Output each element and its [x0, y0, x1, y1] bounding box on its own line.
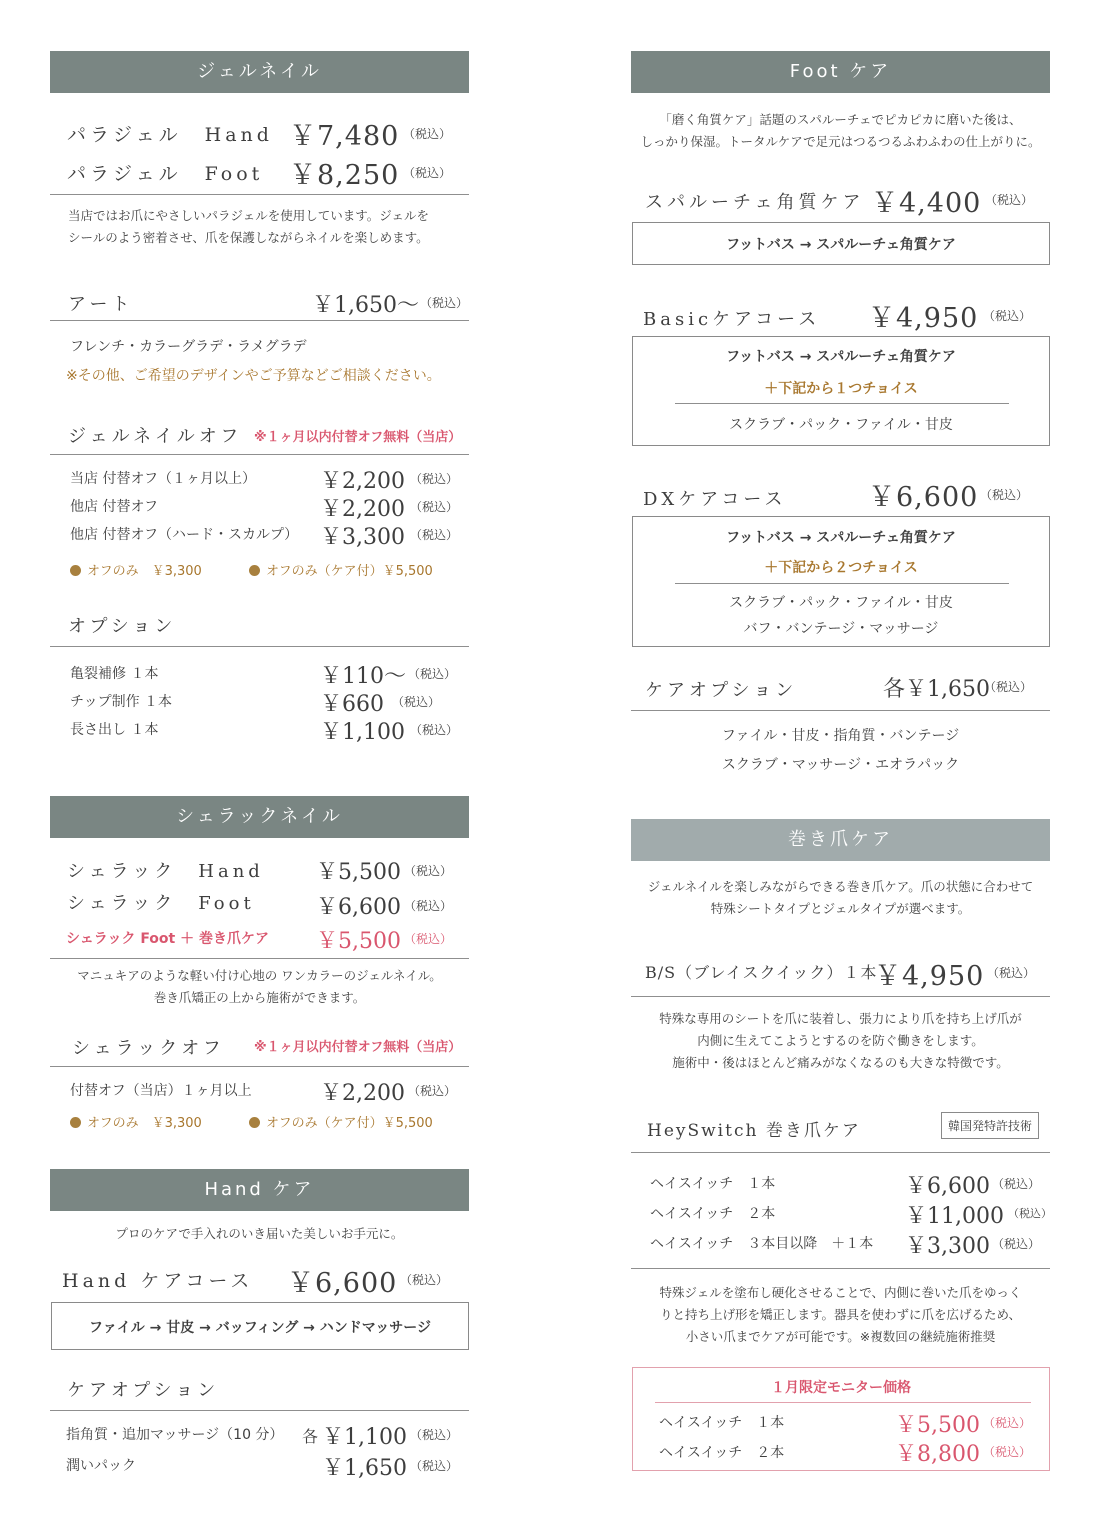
gel-off-row-3-price: ￥3,300: [320, 525, 405, 550]
monitor-divider: [655, 1402, 1031, 1403]
basic-details-box: [632, 336, 1050, 446]
hand-care-header: [50, 1169, 469, 1211]
hand-option-row-1-price: ￥1,100: [322, 1425, 407, 1450]
shellac-off-row-price: ￥2,200: [320, 1081, 405, 1106]
foot-care-title: Foot ケア: [789, 61, 892, 82]
art-label: アート: [68, 294, 134, 315]
shellac-off-row-label: 付替オフ（当店）１ヶ月以上: [70, 1083, 252, 1099]
gel-desc-line2: シールのよう密着させ、爪を保護しながらネイルを楽しめます。: [68, 230, 429, 245]
gel-desc-line1: 当店ではお爪にやさしいパラジェルを使用しています。ジェルを: [68, 208, 430, 223]
heyswitch-desc-line2: りと持ち上げ形を矯正します。器具を使わずに爪を広げるため、: [659, 1307, 1021, 1322]
divider: [50, 958, 469, 959]
shellac-hand-label: シェラック Hand: [67, 861, 264, 882]
shellac-off-only-text: オフのみ ￥3,300: [87, 1116, 202, 1131]
hand-course-tax: （税込）: [400, 1273, 449, 1287]
gel-off-row-2-tax: （税込）: [410, 500, 459, 514]
spa-tax: （税込）: [985, 193, 1034, 207]
heyswitch-label: HeySwitch 巻き爪ケア: [647, 1121, 861, 1141]
monitor-row-1-price: ￥5,500: [895, 1413, 980, 1438]
dx-tax: （税込）: [980, 488, 1029, 502]
divider: [50, 320, 469, 321]
bs-label: B/S（ブレイスクイック）１本: [645, 963, 878, 982]
heyswitch-desc-line1: 特殊ジェルを塗布し硬化させることで、内側に巻いた爪をゆっく: [659, 1285, 1022, 1300]
gel-off-only-care-text: オフのみ（ケア付）￥5,500: [266, 564, 433, 579]
gel-hand-price: ￥7,480: [289, 121, 400, 152]
shellac-foot-label: シェラック Foot: [67, 893, 255, 914]
option-row-3-label: 長さ出し １本: [70, 722, 159, 738]
hand-option-row-1-prefix: 各: [302, 1427, 319, 1446]
dx-steps: フットバス → スパルーチェ角質ケア: [726, 530, 956, 546]
bs-desc-line3: 施術中・後はほとんど痛みがなくなるのも大きな特徴です。: [672, 1055, 1009, 1070]
basic-tax: （税込）: [983, 309, 1032, 323]
gel-off-only: [70, 560, 202, 579]
monitor-row-1-tax: （税込）: [983, 1416, 1032, 1430]
dx-options-line1: スクラブ・パック・ファイル・甘皮: [729, 595, 953, 611]
shellac-foot-price: ￥6,600: [316, 895, 401, 920]
ingrown-care-title: 巻き爪ケア: [788, 829, 893, 850]
option-row-1-tax: （税込）: [408, 667, 457, 681]
bullet-dot-icon: [70, 1117, 81, 1128]
basic-choice: ＋下記から１つチョイス: [764, 381, 918, 397]
dx-choice: ＋下記から２つチョイス: [764, 560, 918, 576]
shellac-special-label: シェラック Foot ＋ 巻き爪ケア: [66, 931, 269, 947]
shellac-special-tax: （税込）: [404, 932, 453, 946]
gel-off-row-3-label: 他店 付替オフ（ハード・スカルプ）: [70, 527, 299, 543]
gel-off-only-care: [249, 560, 433, 579]
monitor-row-1-label: ヘイスイッチ １本: [659, 1415, 785, 1431]
dx-price: ￥6,600: [868, 482, 979, 513]
bs-price: ￥4,950: [874, 961, 985, 992]
divider: [50, 1066, 469, 1067]
hand-course-steps: ファイル → 甘皮 → バッフィング → ハンドマッサージ: [89, 1320, 431, 1336]
heyswitch-row-3-label: ヘイスイッチ ３本目以降 ＋１本: [650, 1236, 874, 1252]
option-row-3-price: ￥1,100: [320, 720, 405, 745]
gel-off-row-2-price: ￥2,200: [320, 497, 405, 522]
shellac-off-only-care-text: オフのみ（ケア付）￥5,500: [266, 1116, 433, 1131]
divider: [50, 1410, 469, 1411]
monitor-price-box: [632, 1367, 1050, 1471]
shellac-special-price: ￥5,500: [316, 929, 401, 954]
dx-options-line2: バフ・バンテージ・マッサージ: [743, 621, 939, 637]
monitor-row-2-price: ￥8,800: [895, 1442, 980, 1467]
hand-care-intro: プロのケアで手入れのいき届いた美しいお手元に。: [115, 1226, 404, 1241]
heyswitch-row-1-tax: （税込）: [992, 1177, 1041, 1191]
gel-off-row-2-label: 他店 付替オフ: [70, 499, 159, 515]
gel-nail-header: [50, 51, 469, 93]
ingrown-intro-line2: 特殊シートタイプとジェルタイプが選べます。: [710, 901, 971, 916]
bs-desc-line1: 特殊な専用のシートを爪に装着し、張力により爪を持ち上げ爪が: [659, 1011, 1022, 1026]
shellac-desc-line2: 巻き爪矯正の上から施術ができます。: [153, 990, 366, 1005]
heyswitch-row-2-tax: （税込）: [1008, 1207, 1052, 1220]
foot-intro-line2: しっかり保湿。トータルケアで足元はつるつるふわふわの仕上がりに。: [640, 134, 1041, 149]
ingrown-intro-line1: ジェルネイルを楽しみながらできる巻き爪ケア。爪の状態に合わせて: [647, 879, 1034, 894]
bullet-dot-icon: [249, 565, 260, 576]
foot-intro-line1: 「磨く角質ケア」話題のスパルーチェでピカピカに磨いた後は、: [659, 112, 1022, 127]
bs-desc-line2: 内側に生えてこようとするのを防ぐ働きをします。: [697, 1033, 984, 1048]
gel-nail-title: ジェルネイル: [197, 61, 322, 82]
basic-steps: フットバス → スパルーチェ角質ケア: [726, 349, 956, 365]
gel-hand-label: パラジェル Hand: [67, 124, 273, 146]
divider: [50, 646, 469, 647]
shellac-off-only: [70, 1112, 202, 1131]
basic-price: ￥4,950: [868, 303, 979, 334]
shellac-off-row-tax: （税込）: [408, 1084, 457, 1098]
option-row-2-price: ￥660: [320, 692, 384, 717]
divider: [631, 710, 1050, 711]
gel-off-row-1-label: 当店 付替オフ（１ヶ月以上）: [70, 471, 257, 487]
hand-care-option-label: ケアオプション: [67, 1380, 220, 1401]
spa-label: スパルーチェ角質ケア: [645, 192, 865, 213]
monitor-row-2-tax: （税込）: [983, 1445, 1032, 1459]
shellac-header: [50, 796, 469, 838]
hand-course-price: ￥6,600: [287, 1268, 398, 1299]
option-label: オプション: [68, 616, 177, 637]
shellac-hand-tax: （税込）: [404, 864, 453, 878]
art-tax: （税込）: [420, 296, 469, 310]
shellac-off-only-care: [249, 1112, 433, 1131]
shellac-desc-line1: マニュキアのような軽い付け心地の ワンカラーのジェルネイル。: [77, 968, 442, 983]
heyswitch-row-2-price: ￥11,000: [905, 1204, 1004, 1229]
divider: [50, 454, 469, 455]
gel-foot-price: ￥8,250: [289, 160, 400, 191]
hand-option-row-1-tax: （税込）: [410, 1428, 459, 1442]
shellac-foot-tax: （税込）: [404, 899, 453, 913]
foot-careopt-label: ケアオプション: [645, 680, 798, 701]
gel-off-free-note: ※１ヶ月以内付替オフ無料（当店）: [254, 430, 462, 445]
patent-badge: 韓国発特許技術: [941, 1112, 1039, 1139]
gel-foot-label: パラジェル Foot: [67, 163, 264, 185]
shellac-off-label: シェラックオフ: [72, 1038, 225, 1059]
gel-hand-tax: （税込）: [403, 127, 452, 141]
gel-off-only-text: オフのみ ￥3,300: [87, 564, 202, 579]
divider: [631, 1152, 1050, 1153]
foot-careopt-price: 各￥1,650: [883, 677, 990, 702]
heyswitch-row-1-price: ￥6,600: [905, 1174, 990, 1199]
art-consult-note: ※その他、ご希望のデザインやご予算などご相談ください。: [66, 368, 441, 384]
heyswitch-row-3-price: ￥3,300: [905, 1234, 990, 1259]
divider: [675, 583, 1009, 584]
monitor-row-2-label: ヘイスイッチ ２本: [659, 1445, 785, 1461]
hand-option-row-2-label: 潤いパック: [66, 1458, 136, 1474]
bullet-dot-icon: [70, 565, 81, 576]
heyswitch-row-2-label: ヘイスイッチ ２本: [650, 1206, 776, 1222]
heyswitch-desc-line3: 小さい爪までケアが可能です。※複数回の継続施術推奨: [685, 1329, 996, 1344]
hand-option-row-1-label: 指角質・追加マッサージ（10 分）: [66, 1427, 284, 1443]
hand-option-row-2-tax: （税込）: [410, 1459, 459, 1473]
hand-option-row-2-price: ￥1,650: [322, 1456, 407, 1481]
art-styles: フレンチ・カラーグラデ・ラメグラデ: [70, 339, 307, 355]
divider: [631, 996, 1050, 997]
divider: [631, 1268, 1050, 1269]
spa-steps-box: [632, 222, 1050, 265]
heyswitch-row-3-tax: （税込）: [992, 1237, 1041, 1251]
heyswitch-row-1-label: ヘイスイッチ １本: [650, 1176, 776, 1192]
foot-care-header: [631, 51, 1050, 93]
spa-steps: フットバス → スパルーチェ角質ケア: [726, 237, 956, 253]
basic-options: スクラブ・パック・ファイル・甘皮: [729, 417, 953, 433]
divider: [50, 194, 469, 195]
foot-careopt-tax: （税込）: [984, 680, 1033, 694]
shellac-off-free-note: ※１ヶ月以内付替オフ無料（当店）: [254, 1040, 462, 1055]
shellac-hand-price: ￥5,500: [316, 860, 401, 885]
gel-off-row-1-price: ￥2,200: [320, 469, 405, 494]
option-row-1-label: 亀裂補修 １本: [70, 666, 159, 682]
gel-off-row-3-tax: （税込）: [410, 528, 459, 542]
spa-price: ￥4,400: [871, 188, 982, 219]
foot-careopt-line1: ファイル・甘皮・指角質・バンテージ: [721, 728, 960, 744]
divider: [675, 403, 1009, 404]
hand-care-title: Hand ケア: [204, 1179, 315, 1200]
monitor-title: １月限定モニター価格: [771, 1380, 911, 1396]
shellac-title: シェラックネイル: [176, 806, 343, 827]
foot-careopt-line2: スクラブ・マッサージ・エオラパック: [721, 757, 960, 773]
option-row-1-price: ￥110〜: [320, 664, 406, 689]
option-row-2-label: チップ制作 １本: [70, 694, 173, 710]
hand-course-steps-box: [51, 1302, 469, 1350]
art-price: ￥1,650〜: [312, 293, 419, 318]
bullet-dot-icon: [249, 1117, 260, 1128]
option-row-3-tax: （税込）: [410, 723, 459, 737]
ingrown-care-header: [631, 819, 1050, 861]
hand-course-label: Hand ケアコース: [62, 1270, 254, 1292]
option-row-2-tax: （税込）: [392, 695, 441, 709]
gel-off-row-1-tax: （税込）: [410, 472, 459, 486]
dx-label: DXケアコース: [643, 489, 787, 510]
gel-off-label: ジェルネイルオフ: [68, 426, 243, 447]
gel-foot-tax: （税込）: [403, 166, 452, 180]
basic-label: Basicケアコース: [643, 309, 821, 330]
bs-tax: （税込）: [987, 966, 1036, 980]
dx-details-box: [632, 516, 1050, 647]
